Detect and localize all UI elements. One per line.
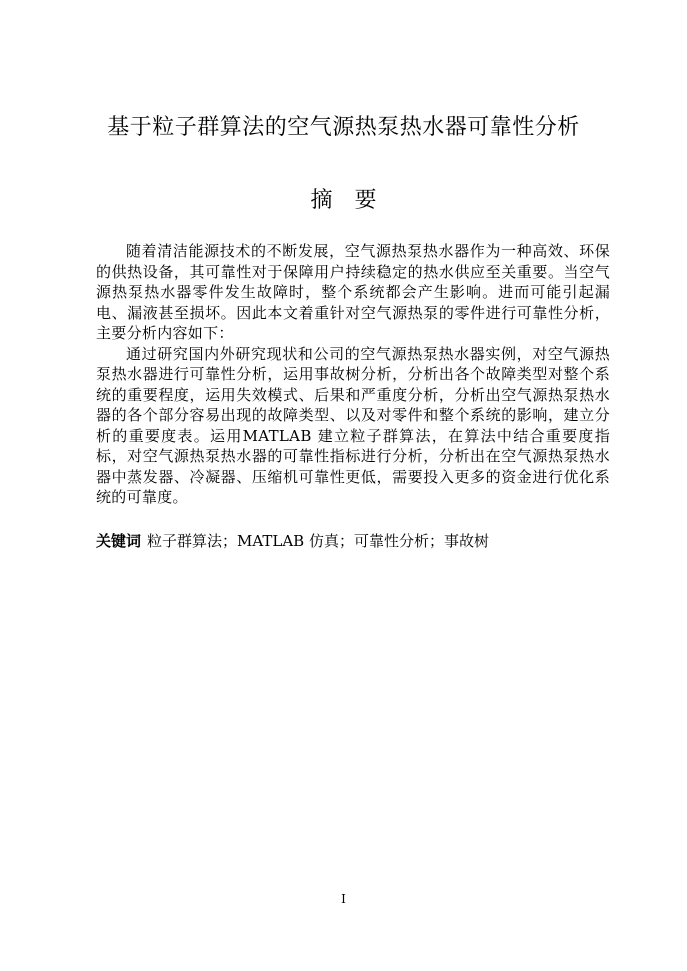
abstract-body bbox=[96, 241, 610, 508]
keywords-line bbox=[96, 531, 610, 552]
abstract-paragraph: 随着清洁能源技术的不断发展，空气源热泵热水器作为一种高效、环保的供热设备，其可靠性对于保障用户持续稳定的热水供应至关重要。当空气源热泵热水器零件发生故障时，整个系统都会产生影响。进而可能引起漏电、漏液甚至损坏。因此本文着重针对空气源热泵的零件进行可靠性分析，主要分析内容如下： bbox=[96, 242, 610, 342]
abstract-paragraph: 通过研究国内外研究现状和公司的空气源热泵热水器实例，对空气源热泵热水器进行可靠性分析，运用事故树分析，分析出各个故障类型对整个系统的重要程度，运用失效模式、后果和严重度分析，分析出空气源热泵热水器的各个部分容易出现的故障类型、以及对零件和整个系统的影响，建立分析的重要度表。运用MATLAB 建立粒子群算法，在算法中结合重要度指标，对空气源热泵热水器的可靠性指标进行分析，分析出在空气源热泵热水器中蒸发器、冷凝器、压缩机可靠性更低，需要投入更多的资金进行优化系统的可靠度。 bbox=[96, 344, 610, 506]
keywords-text: 粒子群算法；MATLAB 仿真；可靠性分析；事故树 bbox=[147, 532, 489, 550]
keywords-label: 关键词 bbox=[96, 532, 142, 550]
abstract-heading: 摘要 bbox=[310, 188, 399, 213]
page-number: I bbox=[341, 892, 346, 906]
paper-title: 基于粒子群算法的空气源热泵热水器可靠性分析 bbox=[107, 115, 580, 140]
